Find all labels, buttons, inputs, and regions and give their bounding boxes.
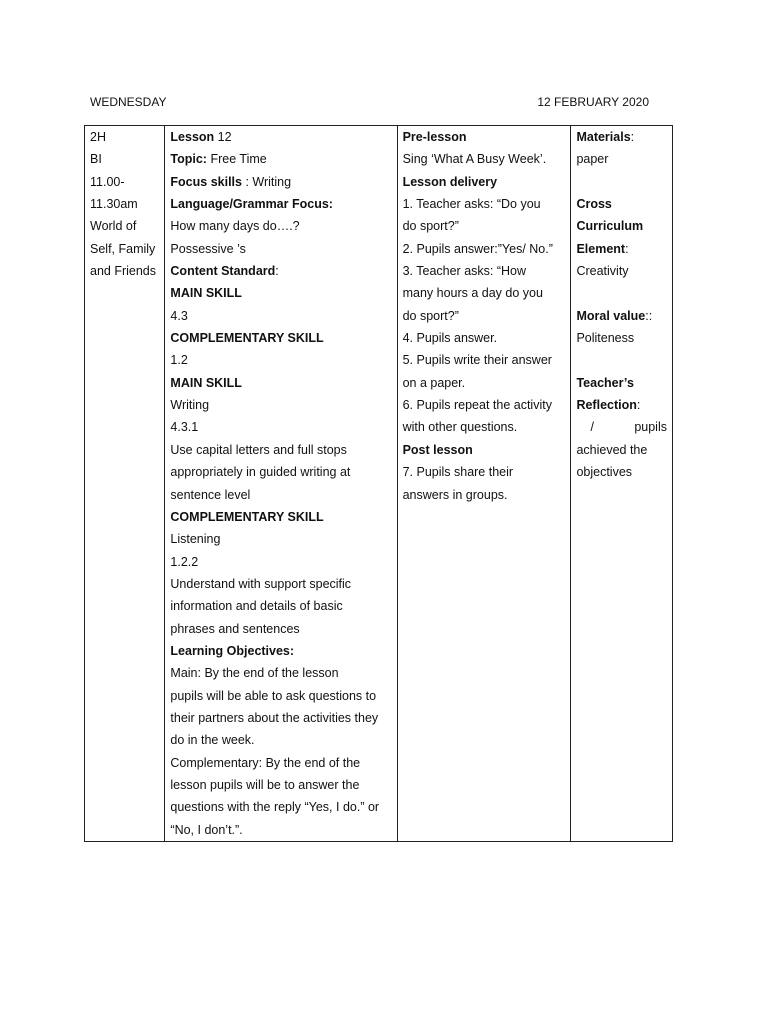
- delivery-step: 1. Teacher asks: “Do you: [402, 197, 541, 212]
- teachers-label: Teacher’s: [576, 375, 634, 390]
- reflection-line: achieved the: [576, 442, 648, 457]
- colon: :: [630, 130, 635, 144]
- complementary-skill-heading: [170, 327, 391, 349]
- date-label: 12 FEBRUARY 2020: [537, 95, 649, 109]
- objective-complementary-line: “No, I don’t.”.: [170, 822, 243, 837]
- moral-value: Politeness: [576, 331, 635, 346]
- curriculum-label: Curriculum: [576, 219, 644, 234]
- reflection-heading: [576, 394, 667, 416]
- lesson-delivery-label: Lesson delivery: [402, 174, 498, 189]
- content-standard: [170, 260, 391, 282]
- main-skill-value: 4.3: [170, 308, 188, 323]
- post-lesson-line: answers in groups.: [402, 487, 508, 502]
- complementary-skill-name: Listening: [170, 532, 221, 547]
- complementary-skill-heading: [170, 506, 391, 528]
- cross-label: Cross: [576, 197, 612, 212]
- lesson-value: 12: [214, 130, 232, 144]
- topic: [170, 148, 391, 170]
- objective-complementary-line: lesson pupils will be to answer the: [170, 777, 360, 792]
- main-skill-label: MAIN SKILL: [170, 286, 242, 301]
- cross-curriculum-heading: [576, 193, 667, 215]
- blank-line: [576, 349, 667, 371]
- moral-value-heading: [576, 305, 667, 327]
- cross-curriculum-value: Creativity: [576, 264, 629, 279]
- focus-value: : Writing: [241, 174, 292, 189]
- post-lesson-line: 7. Pupils share their: [402, 465, 514, 480]
- cross-curriculum-heading: [576, 215, 667, 237]
- main-skill-desc: appropriately in guided writing at: [170, 465, 351, 480]
- lesson-number: [170, 126, 391, 148]
- reflection-label: Reflection: [576, 398, 637, 413]
- objective-main-line: Main: By the end of the lesson: [170, 666, 339, 681]
- colon: ::: [645, 308, 653, 323]
- colon: :: [275, 264, 279, 279]
- delivery-step: 4. Pupils answer.: [402, 331, 498, 346]
- grammar-label: Language/Grammar Focus:: [170, 197, 333, 212]
- reflection-line: objectives: [576, 465, 633, 480]
- delivery-step: do sport?”: [402, 219, 459, 234]
- notes-cell: [571, 126, 673, 842]
- delivery-step: 2. Pupils answer:”Yes/ No.”: [402, 241, 553, 256]
- main-skill-heading: [170, 282, 391, 304]
- grammar-focus-label: [170, 193, 391, 215]
- main-skill-desc: Use capital letters and full stops: [170, 442, 347, 457]
- materials-heading: [576, 126, 667, 148]
- topic-value: Free Time: [206, 152, 267, 167]
- lesson-details-cell: [165, 126, 397, 842]
- objectives-heading: [170, 640, 391, 662]
- complementary-skill-desc: phrases and sentences: [170, 621, 300, 636]
- subject: BI: [90, 152, 102, 167]
- complementary-skill-desc: Understand with support specific: [170, 576, 352, 591]
- delivery-step: many hours a day do you: [402, 286, 543, 301]
- element-label: Element: [576, 241, 626, 256]
- delivery-step: do sport?”: [402, 308, 459, 323]
- post-lesson-heading: [403, 439, 566, 461]
- complementary-skill-code: 1.2.2: [170, 554, 199, 569]
- class-name: 2H: [90, 130, 106, 144]
- cross-curriculum-heading: [576, 238, 667, 260]
- focus-skills: [170, 171, 391, 193]
- theme-line: and Friends: [90, 264, 157, 279]
- blank-line: [576, 171, 667, 193]
- table-row: [85, 126, 673, 842]
- complementary-skill-label: COMPLEMENTARY SKILL: [170, 331, 324, 346]
- delivery-step: with other questions.: [402, 420, 518, 435]
- main-skill-desc: sentence level: [170, 487, 251, 502]
- delivery-step: 6. Pupils repeat the activity: [402, 398, 552, 413]
- blank-line: [576, 282, 667, 304]
- main-skill-code: 4.3.1: [170, 420, 199, 435]
- theme-line: Self, Family: [90, 241, 156, 256]
- objective-complementary-line: questions with the reply “Yes, I do.” or: [170, 800, 380, 815]
- content-standard-label: Content Standard: [170, 264, 276, 279]
- lesson-plan-table: [84, 125, 673, 842]
- colon: :: [636, 398, 641, 413]
- objective-complementary-line: Complementary: By the end of the: [170, 755, 361, 770]
- pre-lesson-label: Pre-lesson: [402, 130, 467, 144]
- objective-main-line: pupils will be able to ask questions to: [170, 688, 377, 703]
- objectives-label: Learning Objectives:: [170, 643, 295, 658]
- main-skill-label: MAIN SKILL: [170, 375, 242, 390]
- topic-label: Topic:: [170, 152, 207, 167]
- materials-value: paper: [576, 152, 609, 167]
- colon: :: [625, 241, 629, 256]
- lesson-delivery-heading: [403, 171, 566, 193]
- main-skill-name: Writing: [170, 398, 210, 413]
- pre-lesson-line: Sing ‘What A Busy Week’.: [402, 152, 547, 167]
- grammar-item: How many days do….?: [170, 219, 300, 234]
- complementary-skill-label: COMPLEMENTARY SKILL: [170, 509, 324, 524]
- procedure-cell: [397, 126, 571, 842]
- delivery-step: 3. Teacher asks: “How: [402, 264, 527, 279]
- materials-label: Materials: [576, 130, 631, 144]
- focus-label: Focus skills: [170, 174, 242, 189]
- objective-main-line: do in the week.: [170, 733, 255, 748]
- lesson-label: Lesson: [170, 130, 215, 144]
- theme-line: World of: [90, 219, 137, 234]
- post-lesson-label: Post lesson: [402, 442, 473, 457]
- reflection-line: [576, 416, 667, 438]
- pre-lesson-heading: [403, 126, 566, 148]
- moral-value-label: Moral value: [576, 308, 646, 323]
- reflection-word: pupils: [634, 420, 667, 435]
- reflection-heading: [576, 372, 667, 394]
- time-end: 11.30am: [90, 197, 138, 212]
- day-label: WEDNESDAY: [90, 95, 167, 109]
- main-skill-heading: [170, 372, 391, 394]
- complementary-skill-desc: information and details of basic: [170, 599, 343, 614]
- delivery-step: 5. Pupils write their answer: [402, 353, 552, 368]
- class-info-cell: [85, 126, 165, 842]
- time-start: 11.00-: [90, 174, 125, 189]
- delivery-step: on a paper.: [402, 375, 466, 390]
- reflection-slash: /: [590, 420, 594, 435]
- complementary-skill-value: 1.2: [170, 353, 188, 368]
- grammar-item: Possessive ’s: [170, 241, 246, 256]
- objective-main-line: their partners about the activities they: [170, 710, 379, 725]
